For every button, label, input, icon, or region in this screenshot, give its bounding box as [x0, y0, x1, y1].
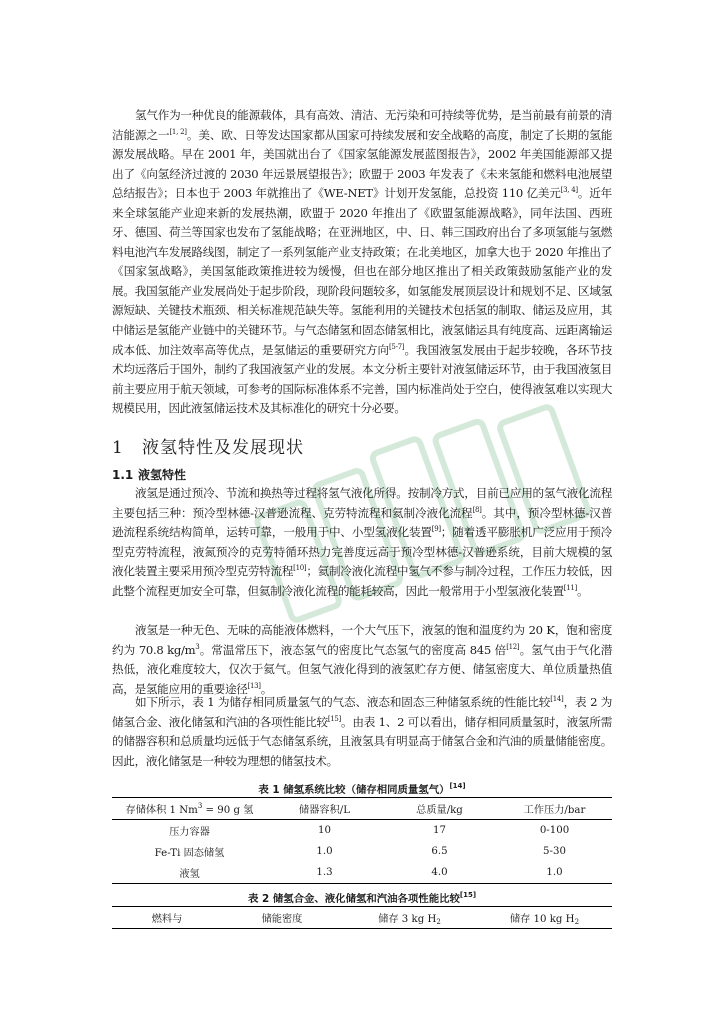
intro-text-3: 。近年来全球氢能产业迎来新的发展热潮，欧盟于 2020 年推出了《欧盟氢能源战略》，同年法国、西班牙、德国、荷兰等国家也发布了氢能战略；在亚洲地区，中、日、韩三国政府出台了多项氢能与氢燃料电池汽车发展路线图，制定了一系列氢能产业支持政策；在北美地区，加拿大也于 2020 年推出了《国家氢战略》，美国氢能政策推进较为缓慢，但也在部分地区推出了相关政策鼓励氢能产业的发展。我国氢能产业发展尚处于起步阶段，现阶段问题较多，如氢能发展顶层设计和规划不足、区域氢源短缺、关键技术瓶颈、相关标准规范缺失等。氢能利用的关键技术包括氢的制取、储运及应用，其中储运是氢能产业链中的关键环节。与气态储氢和固态储氢相比，液氢储运具有纯度高、远距离输运成本低、加注效率高等优点，是氢储运的重要研究方向: [112, 186, 612, 357]
subscript: 2: [436, 918, 441, 926]
intro-text-1: 氢气作为一种优良的能源载体，具有高效、清洁、无污染和可持续等优势，是当前最有前景的清洁能源之一: [112, 108, 612, 142]
para2-text-3: ；随着透平膨胀机广泛应用于预冷型克劳特流程，液氮预冷的克劳特循环热力完善度远高于预冷型林德-汉普逊系统，目前大规模的氢液化装置主要采用预冷型克劳特流程: [112, 525, 612, 579]
table1-header-cell: [112, 798, 267, 820]
header-text: 储存 10 kg H: [509, 914, 575, 925]
table-row: [112, 862, 612, 884]
citation: [14]: [550, 695, 564, 703]
table-cell: 10: [318, 825, 331, 836]
citation: [10]: [293, 564, 307, 573]
para3-text-3: 。氢气由于气化潜热低，液化难度较大，仅次于氦气。但氢气液化得到的液氢贮存方便、储氢密度大、单位质量热值高，是氢能应用的重要途径: [112, 642, 612, 696]
table-cell: Fe-Ti 固态储氢: [154, 848, 225, 859]
subsection-number: 1.1: [112, 468, 134, 482]
table-cell: 1.0: [497, 862, 612, 884]
table-cell: 0-100: [539, 825, 570, 836]
para4-text-2: ，表 2 为储氢合金、液化储氢和汽油的各项性能比较: [112, 695, 612, 729]
citation: [12]: [506, 642, 520, 651]
table2-header-cell: 燃料与: [112, 907, 222, 929]
table1-caption: [112, 781, 612, 796]
table-row: [112, 820, 612, 842]
para2-text-1: 液氢是通过预冷、节流和换热等过程将氢气液化所得。按制冷方式，目前已应用的氢气液化流程主要包括三种：预冷型林德-汉普逊流程、克劳特流程和氦制冷液化流程: [112, 486, 612, 520]
para2-text-4: ；氦制冷液化流程中氢气不参与制冷过程，工作压力较低，因此整个流程更加安全可靠，但氦制冷液化流程的能耗较高，因此一般常用于小型氢液化装置: [112, 564, 612, 598]
table2-header-cell: [342, 907, 477, 929]
section-heading-1: [112, 433, 304, 458]
citation: [5-7]: [389, 342, 405, 351]
intro-paragraph: [112, 106, 612, 419]
para3-text-4: 。: [260, 681, 272, 696]
table-cell: 压力容器: [169, 827, 210, 838]
subscript: 2: [574, 918, 580, 926]
table2-performance-comparison: [112, 906, 612, 929]
citation: [11]: [563, 583, 577, 592]
citation: [13]: [247, 681, 261, 690]
properties-paragraph: [112, 621, 612, 699]
table-cell: 1.3: [267, 862, 382, 884]
table-cell: 液氢: [112, 862, 267, 884]
table2-header-cell: [477, 907, 612, 929]
table1-header-row: [112, 798, 612, 820]
superscript: 3: [195, 642, 200, 651]
liquefaction-paragraph: [112, 484, 612, 601]
table1-header-cell: 工作压力/bar: [497, 798, 612, 820]
para4-text-1: 如下所示，表 1 为储存相同质量氢气的气态、液态和固态三种储氢系统的性能比较: [135, 695, 551, 709]
section-number: 1: [112, 438, 124, 458]
citation: [15]: [327, 714, 341, 723]
header-text: 存储体积 1 Nm: [125, 805, 198, 816]
table2-caption-text: 表 2 储氢合金、液化储氢和汽油各项性能比较: [247, 893, 460, 905]
table1-header-cell: 总质量/kg: [382, 798, 497, 820]
citation: [14]: [449, 782, 466, 790]
citation: [8]: [472, 505, 482, 514]
table-cell: 17: [433, 825, 446, 836]
intro-text-4: 。我国液氢发展由于起步较晚，各环节技术均远落后于国外，制约了我国液氢产业的发展。本文分析主要针对液氢储运环节，由于我国液氢目前主要应用于航天领域，可参考的国际标准体系不完善，国内标准尚处于空白，使得液氢难以实现大规模民用，因此液氢储运技术及其标准化的研究十分必要。: [112, 342, 612, 416]
citation: [9]: [431, 525, 441, 534]
table2-header-row: [112, 907, 612, 929]
citation: [1, 2]: [169, 127, 187, 136]
para3-text-2: 。常温常压下，液态氢气的密度比气态氢气的密度高 845 倍: [199, 642, 507, 657]
intro-text-2: 。美、欧、日等发达国家都从国家可持续发展和安全战略的高度，制定了长期的氢能源发展战略。早在 2001 年，美国就出台了《国家氢能源发展蓝图报告》，2002 年美国能源部又提出了《向氢经济过渡的 2030 年远景展望报告》；欧盟于 2003 年发表了《未来氢能和燃料电池展望总结报告》；日本也于 2003 年就推出了《WE-NET》计划开发氢能，总投资 110 亿美元: [112, 127, 612, 201]
para4-text-3: 。由表 1、2 可以看出，储存相同质量氢时，液氢所需的储器容积和总质量均远低于气态储氢系统，且液氢具有明显高于储氢合金和汽油的质量储能密度。因此，液化储氢是一种较为理想的储氢技术。: [112, 714, 612, 768]
section-title: 液氢特性及发展现状: [142, 438, 304, 458]
header-text: = 90 g 氢: [202, 805, 254, 816]
table2-caption: [112, 890, 612, 905]
subsection-heading-1-1: [112, 466, 186, 483]
para2-text-2: 。其中，预冷型林德-汉普逊流程系统结构简单，运转可靠，一般用于中、小型氢液化装置: [112, 505, 612, 540]
comparison-paragraph: [112, 693, 612, 771]
table1-header-cell: 储器容积/L: [267, 798, 382, 820]
table2-header-cell: 储能密度: [222, 907, 342, 929]
para2-text-5: 。: [576, 583, 589, 598]
citation: [15]: [459, 891, 477, 899]
para3-text-1: 液氢是一种无色、无味的高能液体燃料，一个大气压下，液氢的饱和温度约为 20 K，饱和密度约为 70.8 kg/m: [112, 623, 612, 657]
table1-storage-comparison: [112, 797, 612, 884]
citation: [3, 4]: [560, 186, 578, 195]
table-cell: 5-30: [543, 846, 566, 857]
table-row: [112, 841, 612, 862]
header-text: 储存 3 kg H: [378, 914, 437, 925]
subsection-title: 液氢特性: [138, 468, 187, 482]
superscript: 3: [197, 802, 203, 810]
table1-caption-text: 表 1 储氢系统比较（储存相同质量氢气）: [258, 784, 450, 796]
table-cell: 1.0: [316, 846, 333, 857]
table-cell: 6.5: [431, 846, 448, 857]
table-cell: 4.0: [382, 862, 497, 884]
